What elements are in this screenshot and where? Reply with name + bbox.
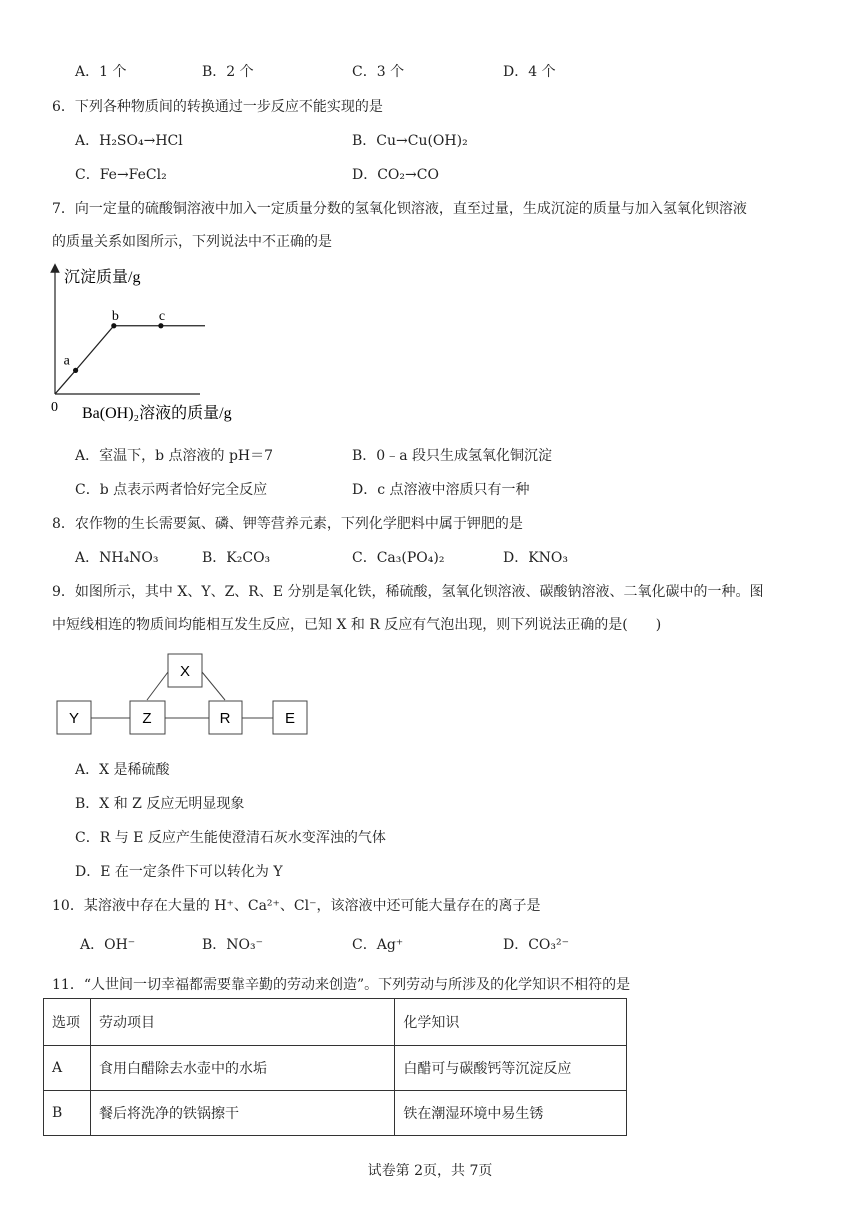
node-x	[168, 654, 202, 687]
q10-option-b: B．NO₃⁻	[202, 937, 264, 953]
origin-label: 0	[51, 400, 58, 415]
q10-stem: 10．某溶液中存在大量的 H⁺、Ca²⁺、Cl⁻，该溶液中还可能大量存在的离子是	[52, 898, 541, 914]
table-header-row	[44, 999, 627, 1046]
point-c	[158, 323, 163, 328]
point-label-a: a	[63, 353, 70, 369]
point-b	[111, 323, 116, 328]
q7-option-b: B．0﹣a 段只生成氢氧化铜沉淀	[352, 448, 552, 464]
chart-series	[55, 309, 205, 394]
node-x-label: X	[179, 663, 191, 680]
q5-option-d: D．4 个	[503, 64, 556, 80]
q5-option-c: C．3 个	[352, 64, 405, 80]
q9-diagram-svg	[50, 650, 320, 740]
link-x-r	[202, 672, 225, 700]
q8-option-c: C．Ca₃(PO₄)₂	[352, 550, 445, 566]
point-label-b: b	[111, 308, 119, 324]
q6-option-d: D．CO₂→CO	[352, 167, 439, 183]
q7-option-d: D．c 点溶液中溶质只有一种	[352, 482, 530, 498]
q8-option-a: A．NH₄NO₃	[75, 550, 159, 566]
q7-chart-svg	[40, 258, 270, 428]
table-header-cell: 化学知识	[395, 999, 627, 1046]
q11-stem: 11．“人世间一切幸福都需要靠辛勤的劳动来创造”。下列劳动与所涉及的化学知识不相符的是	[52, 977, 631, 993]
q9-stem-line2: 中短线相连的物质间均能相互发生反应，已知 X 和 R 反应有气泡出现，则下列说法正确的是( )	[52, 617, 662, 633]
q9-diagram	[50, 650, 320, 744]
q8-option-b: B．K₂CO₃	[202, 550, 271, 566]
node-z-label: Z	[142, 710, 152, 727]
q7-option-a: A．室温下，b 点溶液的 pH＝7	[75, 448, 274, 464]
y-axis-label: 沉淀质量/g	[64, 269, 141, 286]
q6-option-b: B．Cu→Cu(OH)₂	[352, 133, 468, 149]
q8-option-d: D．KNO₃	[503, 550, 569, 566]
node-e	[273, 701, 307, 734]
q6-stem: 6．下列各种物质间的转换通过一步反应不能实现的是	[52, 99, 383, 115]
q6-option-c: C．Fe→FeCl₂	[75, 167, 167, 183]
q6-option-a: A．H₂SO₄→HCl	[75, 133, 183, 149]
series-line	[55, 326, 205, 394]
q9-option-b: B．X 和 Z 反应无明显现象	[75, 796, 245, 812]
q10-option-c: C．Ag⁺	[352, 937, 404, 953]
table-cell: B	[44, 1091, 91, 1136]
table-cell: 白醋可与碳酸钙等沉淀反应	[395, 1046, 627, 1091]
q7-stem-line1: 7．向一定量的硫酸铜溶液中加入一定质量分数的氢氧化钡溶液，直至过量，生成沉淀的质量与加入氢氧化钡溶液	[52, 201, 747, 217]
page-footer: 试卷第 2页，共 7页	[367, 1163, 493, 1179]
table-row	[44, 1046, 627, 1091]
table-cell: 食用白醋除去水壶中的水垢	[90, 1046, 394, 1091]
q9-option-d: D．E 在一定条件下可以转化为 Y	[75, 864, 283, 880]
table-header-cell: 劳动项目	[90, 999, 394, 1046]
q7-chart	[40, 258, 270, 432]
node-y	[57, 701, 91, 734]
node-z	[130, 701, 165, 734]
q7-stem-line2: 的质量关系如图所示，下列说法中不正确的是	[52, 234, 332, 250]
q5-option-b: B．2 个	[202, 64, 254, 80]
table-cell: 铁在潮湿环境中易生锈	[395, 1091, 627, 1136]
table-cell: A	[44, 1046, 91, 1091]
table-header-cell: 选项	[44, 999, 91, 1046]
point-label-c: c	[158, 308, 166, 324]
q7-option-c: C．b 点表示两者恰好完全反应	[75, 482, 268, 498]
table-cell: 餐后将洗净的铁锅擦干	[90, 1091, 394, 1136]
q5-option-a: A．1 个	[75, 64, 127, 80]
node-r	[209, 701, 242, 734]
point-a	[73, 368, 78, 373]
q8-stem: 8．农作物的生长需要氮、磷、钾等营养元素，下列化学肥料中属于钾肥的是	[52, 516, 523, 532]
q9-stem-line1: 9．如图所示，其中 X、Y、Z、R、E 分别是氧化铁，稀硫酸，氢氧化钡溶液、碳酸钠溶液、二氧化碳中的一种。图	[52, 584, 764, 600]
q10-option-a: A．OH⁻	[80, 937, 136, 953]
node-e-label: E	[284, 710, 296, 727]
node-y-label: Y	[68, 710, 80, 727]
table-row	[44, 1091, 627, 1136]
x-axis-label: Ba(OH)₂溶液的质量/g	[82, 405, 232, 422]
link-x-z	[147, 672, 168, 700]
q9-option-a: A．X 是稀硫酸	[75, 762, 170, 778]
q10-option-d: D．CO₃²⁻	[503, 937, 570, 953]
q11-table	[43, 998, 627, 1136]
q9-option-c: C．R 与 E 反应产生能使澄清石灰水变浑浊的气体	[75, 830, 386, 846]
node-r-label: R	[219, 710, 231, 727]
